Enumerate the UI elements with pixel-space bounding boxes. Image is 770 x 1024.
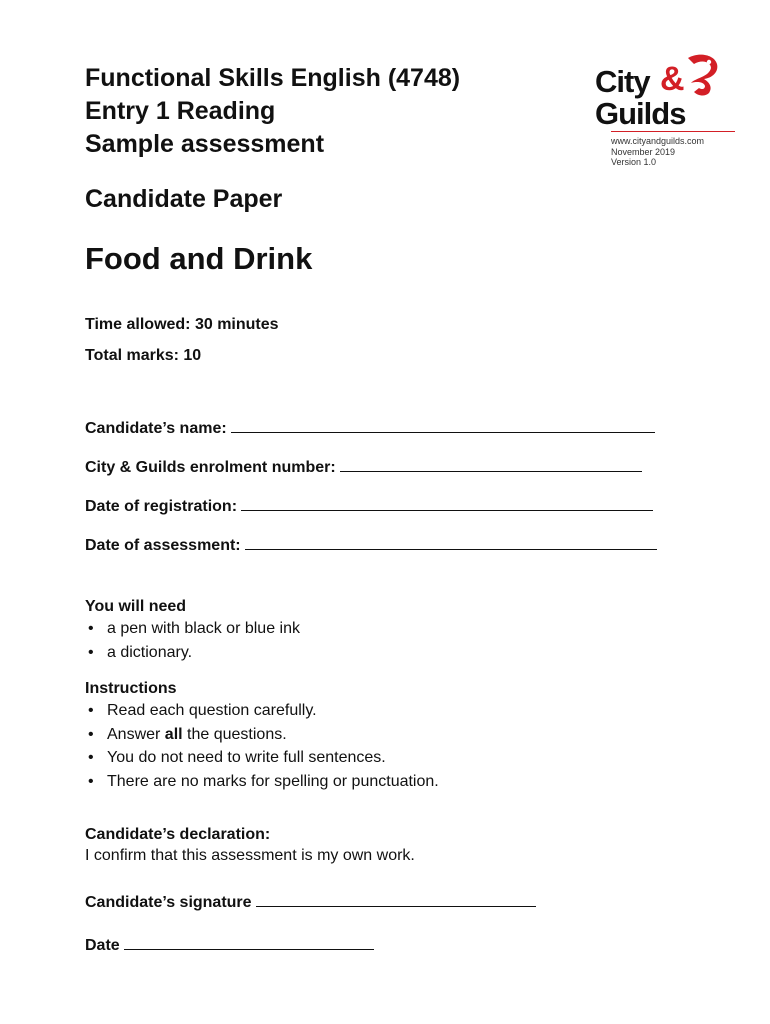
registration-date-blank[interactable] xyxy=(241,496,653,511)
assessment-title-block xyxy=(85,62,460,161)
instructions-heading: Instructions xyxy=(85,680,177,697)
signature-field xyxy=(85,892,536,912)
document-date-text: November 2019 xyxy=(611,146,676,157)
total-marks: Total marks: 10 xyxy=(85,347,202,364)
logo-meta xyxy=(611,136,722,168)
document-version-text: Version 1.0 xyxy=(611,157,657,167)
logo-city-text: City xyxy=(595,64,650,99)
declaration-section xyxy=(85,824,415,867)
you-will-need-heading: You will need xyxy=(85,598,187,615)
instructions-list xyxy=(85,699,439,793)
signature-date-blank[interactable] xyxy=(124,935,374,950)
assessment-date-field xyxy=(85,535,657,555)
website-text: www.cityandguilds.com xyxy=(611,136,705,146)
city-and-guilds-logo-icon xyxy=(592,52,722,128)
list-item: • Read each question carefully. xyxy=(85,699,439,723)
list-item: • Answer all the questions. xyxy=(85,723,439,747)
registration-date-field xyxy=(85,496,653,516)
signature-label: Candidate’s signature xyxy=(85,894,252,911)
candidate-name-field xyxy=(85,418,655,438)
assessment-date-blank[interactable] xyxy=(245,535,657,550)
enrolment-number-field xyxy=(85,457,642,477)
list-item: • a pen with black or blue ink xyxy=(85,617,300,641)
signature-date-label: Date xyxy=(85,937,120,954)
signature-blank[interactable] xyxy=(256,892,536,907)
candidate-name-label: Candidate’s name: xyxy=(85,420,227,437)
logo-guilds-text: Guilds xyxy=(595,96,686,128)
list-item: • You do not need to write full sentences. xyxy=(85,746,439,770)
list-item: • a dictionary. xyxy=(85,641,300,665)
you-will-need-list xyxy=(85,617,300,664)
lion-emblem-icon xyxy=(688,55,717,96)
logo-ampersand-text: & xyxy=(660,60,685,98)
signature-date-field xyxy=(85,935,374,955)
declaration-heading: Candidate’s declaration: xyxy=(85,826,271,843)
declaration-text: I confirm that this assessment is my own work. xyxy=(85,847,415,864)
qualification-title: Functional Skills English (4748) xyxy=(85,64,461,92)
paper-label: Candidate Paper xyxy=(85,185,283,213)
instructions-section xyxy=(85,678,439,793)
logo-divider xyxy=(611,131,735,132)
list-item: • There are no marks for spelling or punctuation. xyxy=(85,770,439,794)
candidate-name-blank[interactable] xyxy=(231,418,655,433)
paper-title: Food and Drink xyxy=(85,241,313,276)
level-title: Entry 1 Reading xyxy=(85,97,276,125)
enrolment-number-label: City & Guilds enrolment number: xyxy=(85,459,336,476)
time-allowed: Time allowed: 30 minutes xyxy=(85,316,279,333)
enrolment-number-blank[interactable] xyxy=(340,457,642,472)
assessment-date-label: Date of assessment: xyxy=(85,537,241,554)
city-and-guilds-logo xyxy=(592,52,722,168)
registration-date-label: Date of registration: xyxy=(85,498,238,515)
assessment-type-title: Sample assessment xyxy=(85,130,325,158)
emphasis-all: all xyxy=(164,725,183,743)
you-will-need-section xyxy=(85,596,300,664)
